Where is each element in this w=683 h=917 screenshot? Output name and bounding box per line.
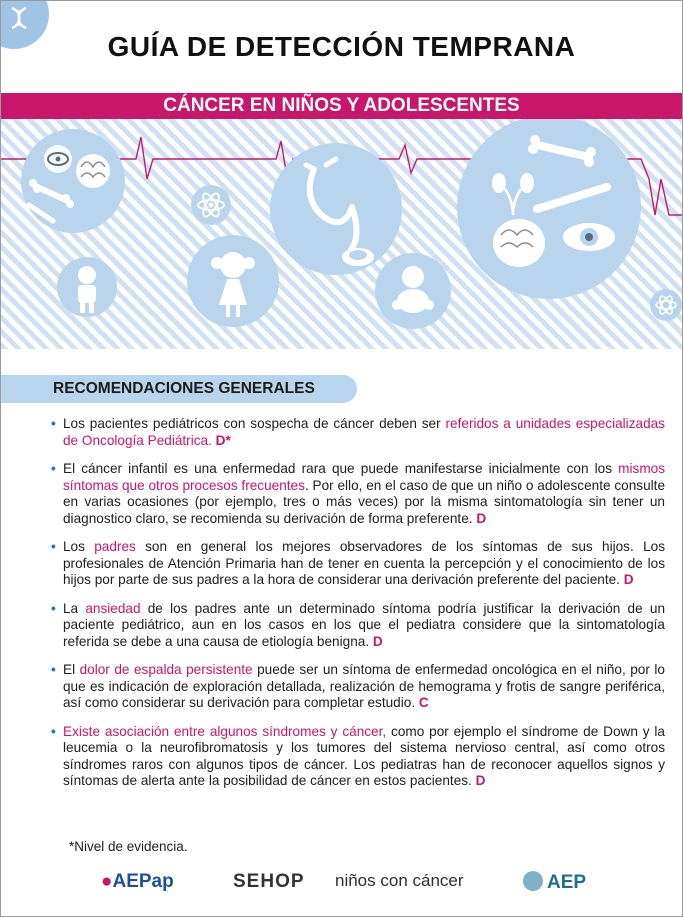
eye-icon xyxy=(563,223,615,251)
rec-highlight: referidos a unidades especializadas de Oncología Pediátrica. xyxy=(63,416,665,448)
rec-text: puede ser un síntoma de enfermedad oncológica en el niño, por lo que es indicación de exploración detallada, realización de hemograma y frotis de sangre periférica, así como considerar su derivación para completar estudio. xyxy=(63,662,665,710)
section-header xyxy=(1,375,357,403)
stethoscope-icon xyxy=(270,143,402,275)
bullet-icon: • xyxy=(51,723,56,739)
rec-highlight: ansiedad xyxy=(85,600,141,616)
rec-text: El cáncer infantil es una enfermedad rara que puede manifestarse inicialmente con los xyxy=(63,461,619,476)
evidence-level: D xyxy=(476,510,487,526)
rec-text: como por ejemplo el síndrome de Down y la leucemia o la neurofibromatosis y los tumores del sistema nervioso central, así como otros síndromes raros con algunos tipos de cáncer. Los pediatras han de reconocer aquellos signos y síntomas de alerta ante la posibilidad de cáncer en estos pacientes. xyxy=(63,723,665,788)
brain-icon xyxy=(76,154,110,188)
atom-icon xyxy=(650,289,682,321)
bullet-icon: • xyxy=(51,662,56,677)
recommendation-item xyxy=(51,601,665,651)
page-title: GUÍA DE DETECCIÓN TEMPRANA xyxy=(107,31,576,62)
logo-ninos-con-cancer: niños con cáncer xyxy=(335,871,464,890)
logo-aepap: ●AEPap xyxy=(101,871,174,892)
girl-icon xyxy=(187,235,279,327)
section-title: RECOMENDACIONES GENERALES xyxy=(53,380,315,397)
logo-aep: AEP xyxy=(523,871,586,894)
rec-highlight: mismos síntomas que otros procesos frecuentes xyxy=(63,461,665,493)
logo-sehop: SEHOP xyxy=(233,871,305,892)
brain-icon xyxy=(493,219,545,267)
evidence-level: D* xyxy=(215,432,231,448)
rec-text: Los pacientes pediátricos con sospecha de cáncer deben ser xyxy=(63,416,446,431)
baby-icon xyxy=(375,253,451,329)
child-icon xyxy=(57,257,117,317)
bullet-icon: • xyxy=(51,416,56,431)
bullet-icon: • xyxy=(51,539,56,554)
evidence-level: D xyxy=(623,572,634,587)
logo-strip xyxy=(1,871,682,916)
evidence-level: D xyxy=(475,773,486,788)
atom-icon xyxy=(191,185,231,225)
rec-text: La xyxy=(63,600,86,616)
hero-illustration xyxy=(1,119,682,349)
rec-text: de los padres ante un determinado síntoma podría justificar la derivación de un paciente pediátrico, aun en los casos en los que el pediatra considere que la sintomatología referida se debe a una causa de etiología benigna. xyxy=(63,600,666,649)
recommendations-list xyxy=(51,416,665,802)
evidence-level: C xyxy=(418,695,429,710)
rec-text: . Por ello, en el caso de que un niño o adolescente consulte en varias ocasiones (por ejemplo, tres o más veces) por la misma sintomatología sin tener un diagnostico claro, se recomienda su derivación de forma preferente. xyxy=(63,477,666,526)
circle-eye-brain xyxy=(21,129,125,233)
recommendation-item xyxy=(51,461,665,527)
bullet-icon: • xyxy=(51,600,56,616)
subtitle-banner: CÁNCER EN NIÑOS Y ADOLESCENTES xyxy=(1,93,682,119)
bullet-icon: • xyxy=(51,461,56,476)
recommendation-item xyxy=(51,539,665,589)
rec-highlight: dolor de espalda persistente xyxy=(79,662,253,677)
circle-bones-brain-eye xyxy=(457,119,641,299)
recommendation-item xyxy=(51,662,665,712)
rec-highlight: Existe asociación entre algunos síndromes y cáncer, xyxy=(63,723,387,739)
rec-text: Los xyxy=(63,539,95,554)
recommendation-item xyxy=(51,724,665,790)
rec-text: El xyxy=(63,662,80,677)
recommendation-item xyxy=(51,416,665,449)
footnote: *Nivel de evidencia. xyxy=(69,839,188,854)
evidence-level: D xyxy=(372,633,383,649)
rec-highlight: padres xyxy=(94,539,136,554)
dna-icon xyxy=(9,7,29,29)
rec-text: son en general los mejores observadores de los síntomas de sus hijos. Los profesionales de Atención Primaria han de tener en cuenta la percepción y el conocimiento de los hijos por parte de sus padres a la hora de considerar una derivación preferente del paciente. xyxy=(63,539,665,587)
